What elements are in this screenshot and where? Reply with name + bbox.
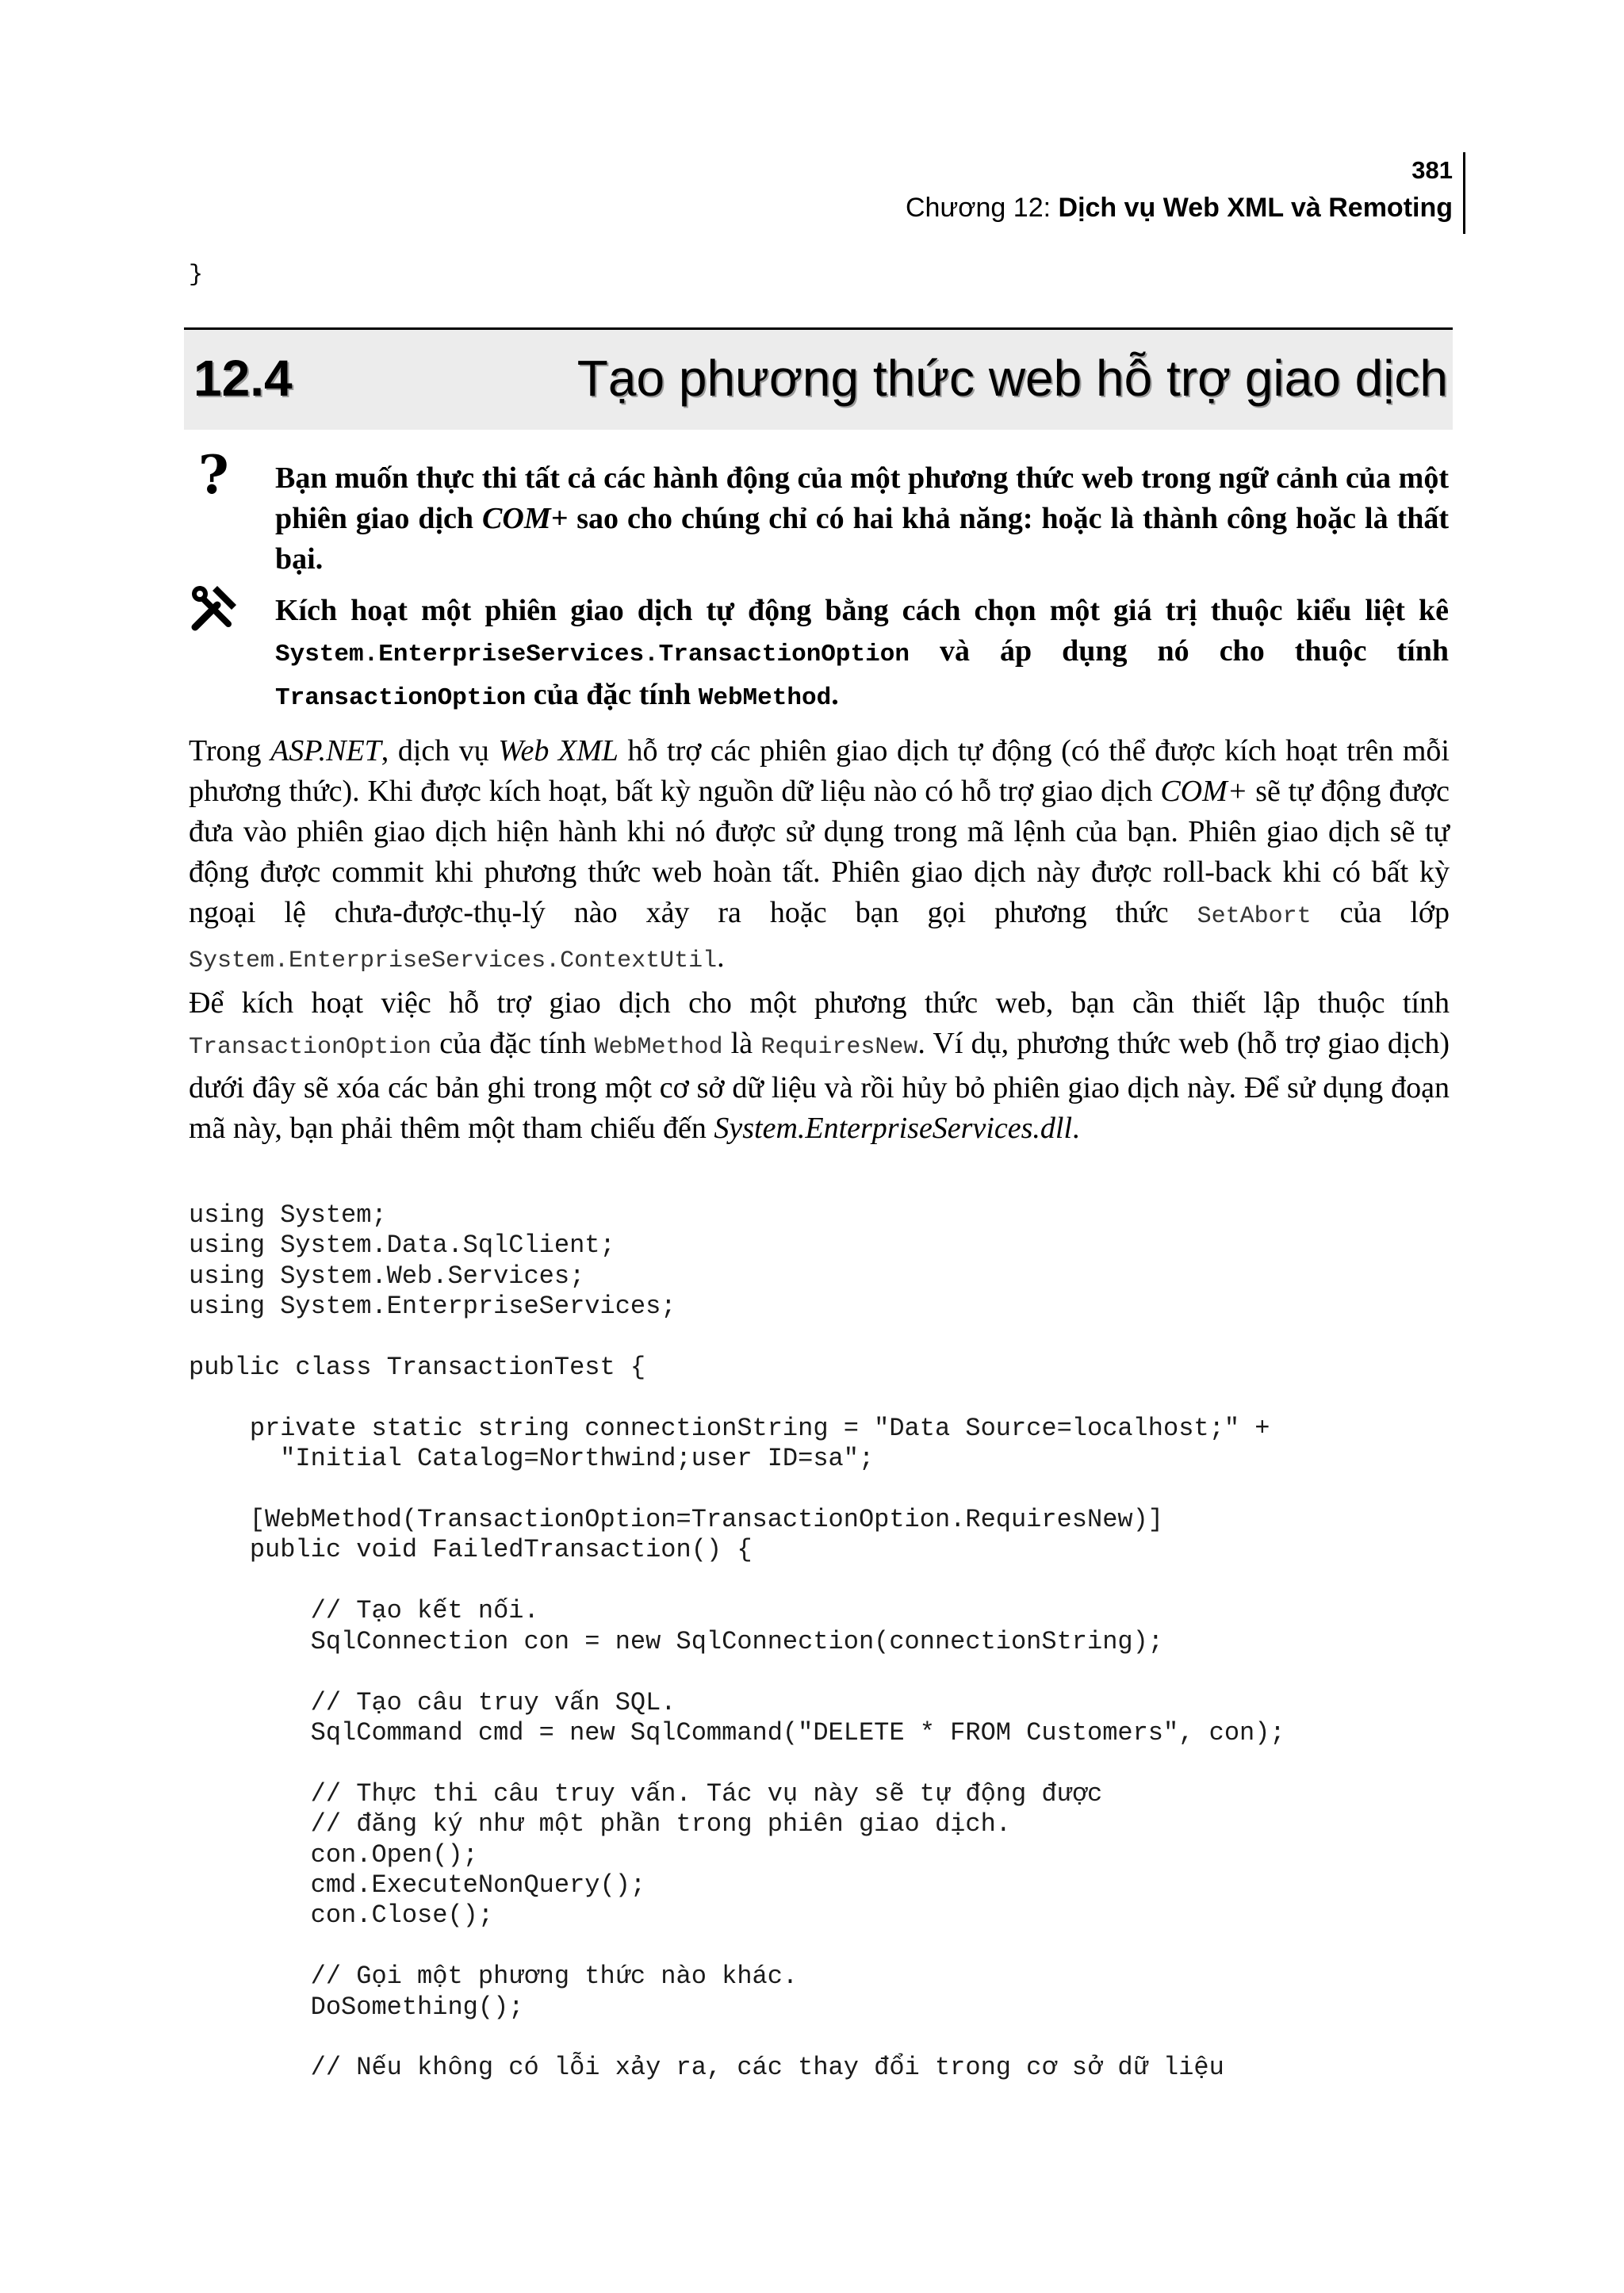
question-mark-icon: ? xyxy=(198,444,229,506)
problem-statement: Bạn muốn thực thi tất cả các hành động của một phương thức web trong ngữ cảnh của một phiên giao dịch COM+ sao cho chúng chỉ có hai khả năng: hoặc là thành công hoặc là thất bại. xyxy=(275,461,1449,576)
tools-icon xyxy=(189,583,239,634)
closing-brace: } xyxy=(189,262,204,289)
running-header xyxy=(906,152,1453,227)
header-vertical-rule xyxy=(1463,152,1465,234)
code-listing: using System; using System.Data.SqlClient; using System.Web.Services; using System.EnterpriseServices; public class TransactionTest { private static string connectionString = "Data Source=localhost;" + "Initial Catalog=Northwind;user ID=sa"; [WebMethod(TransactionOption=TransactionOption.RequiresNew)] public void FailedTransaction() { // Tạo kết nối. SqlConnection con = new SqlConnection(connectionString); // Tạo câu truy vấn SQL. SqlCommand cmd = new SqlCommand("DELETE * FROM Customers", con); // Thực thi câu truy vấn. Tác vụ này sẽ tự động được // đăng ký như một phần trong phiên giao dịch. con.Open(); cmd.ExecuteNonQuery(); con.Close(); // Gọi một phương thức nào khác. DoSomething(); // Nếu không có lỗi xảy ra, các thay đổi trong cơ sở dữ liệu xyxy=(189,1200,1285,2083)
chapter-line xyxy=(906,189,1453,227)
section-title: Tạo phương thức web hỗ trợ giao dịch xyxy=(576,350,1448,407)
body-paragraph-1: Trong ASP.NET, dịch vụ Web XML hỗ trợ các phiên giao dịch tự động (có thể được kích hoạt trên mỗi phương thức). Khi được kích hoạt, bất kỳ nguồn dữ liệu nào có hỗ trợ giao dịch COM+ sẽ tự động được đưa vào phiên giao dịch hiện hành khi nó được sử dụng trong mã lệnh của bạn. Phiên giao dịch sẽ tự động được commit khi phương thức web hoàn tất. Phiên giao dịch này được roll-back khi có bất kỳ ngoại lệ chưa-được-thụ-lý nào xảy ra hoặc bạn gọi phương thức SetAbort của lớp System.EnterpriseServices.ContextUtil. xyxy=(189,734,1450,974)
chapter-prefix: Chương 12: xyxy=(906,193,1051,223)
solution-statement: Kích hoạt một phiên giao dịch tự động bằng cách chọn một giá trị thuộc kiểu liệt kê System.EnterpriseServices.TransactionOption và áp dụng nó cho thuộc tính TransactionOption của đặc tính WebMethod. xyxy=(275,594,1449,712)
chapter-title: Dịch vụ Web XML và Remoting xyxy=(1058,193,1453,223)
page-number: 381 xyxy=(1411,156,1453,184)
section-number: 12.4 xyxy=(193,350,293,407)
body-paragraph-2: Để kích hoạt việc hỗ trợ giao dịch cho một phương thức web, bạn cần thiết lập thuộc tính TransactionOption của đặc tính WebMethod là RequiresNew. Ví dụ, phương thức web (hỗ trợ giao dịch) dưới đây sẽ xóa các bản ghi trong một cơ sở dữ liệu và rồi hủy bỏ phiên giao dịch này. Để sử dụng đoạn mã này, bạn phải thêm một tham chiếu đến System.EnterpriseServices.dll. xyxy=(189,986,1450,1145)
